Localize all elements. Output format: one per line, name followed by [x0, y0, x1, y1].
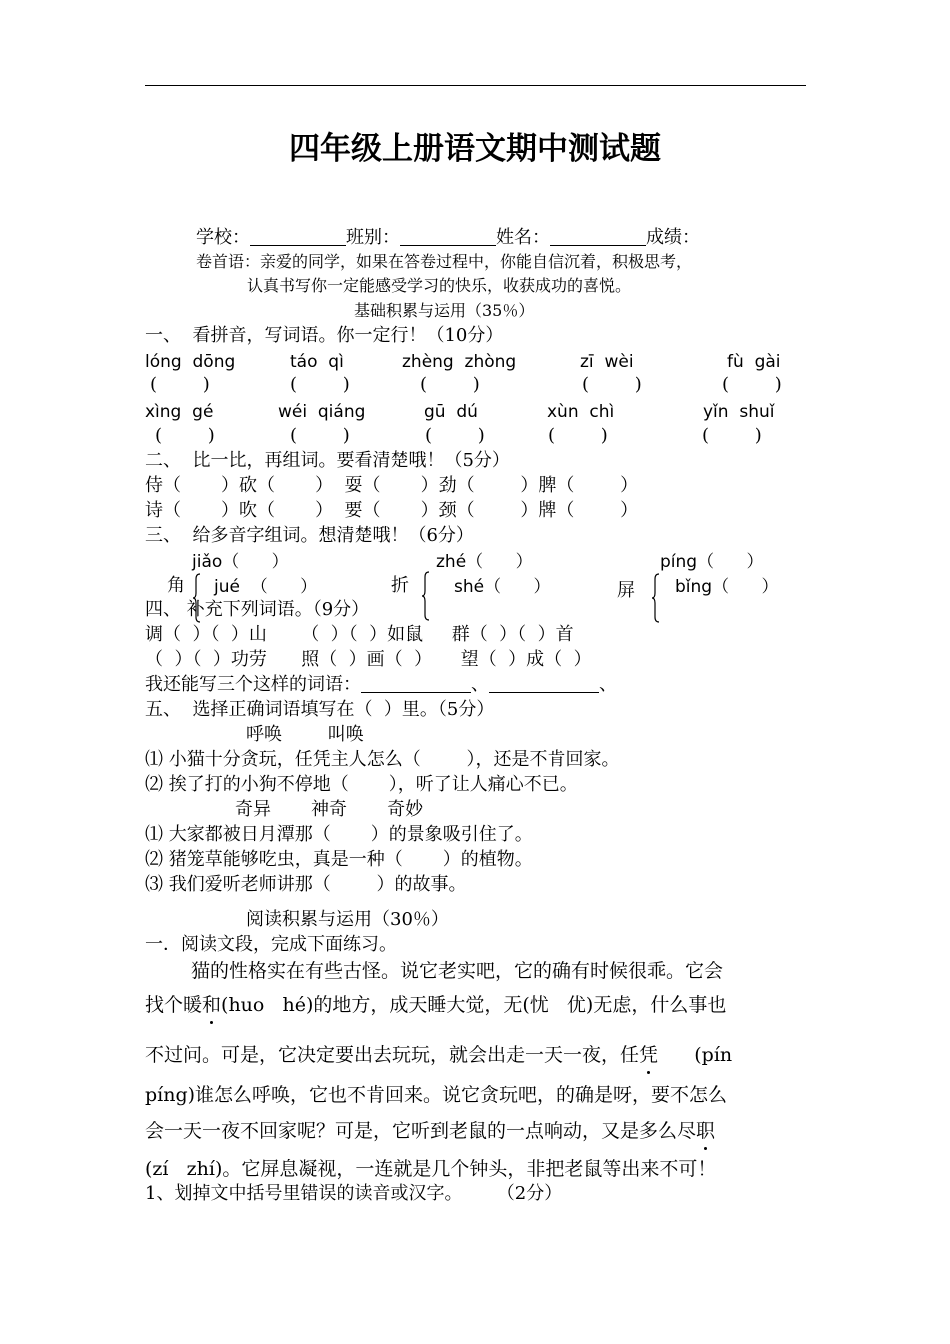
q1-answer-7[interactable]: ( ) [290, 425, 350, 446]
q5-g2-item-2[interactable]: ⑵ 猪笼草能够吃虫，真是一种（ ）的植物。 [145, 849, 533, 870]
q1-heading: 一、 看拼音，写词语。你一定行！（10分） [145, 325, 504, 346]
reading-line-5: 会一天一夜不回家呢？可是，它听到老鼠的一点响动，又是多么尽职 [145, 1120, 716, 1142]
q5-heading: 五、 选择正确词语填写在（ ）里。（5分） [145, 699, 495, 720]
preface-line1: 卷首语：亲爱的同学，如果在答卷过程中，你能自信沉着，积极思考， [196, 252, 693, 271]
preface-line2: 认真书写你一定能感受学习的快乐，收获成功的喜悦。 [247, 276, 632, 295]
q1-answer-5[interactable]: ( ) [722, 374, 782, 395]
q3-char-jiao: 角 [167, 575, 185, 596]
reading-heading: 一．阅读文段，完成下面练习。 [145, 934, 397, 955]
q1-pinyin-6: xìng gé [145, 402, 214, 422]
q1-pinyin-7: wéi qiáng [278, 402, 366, 422]
q4-heading: 四、 补充下列词语。（9分） [145, 599, 370, 620]
reading-q1: 1、划掉文中括号里错误的读音或汉字。 （2分） [145, 1183, 563, 1204]
q3-ping-reading[interactable]: píng（ ） [660, 552, 764, 572]
part1-title: 基础积累与运用（35％） [354, 301, 535, 320]
q3-jue-reading[interactable]: jué （ ） [214, 577, 318, 597]
q4-more-prefix: 我还能写三个这样的词语： [145, 674, 361, 695]
q3-heading: 三、 给多音字组词。想清楚哦！（6分） [145, 525, 474, 546]
q4-more-words [145, 673, 617, 697]
q1-answer-10[interactable]: ( ) [702, 425, 762, 446]
q2-line1[interactable]: 侍（ ）砍（ ） 耍（ ）劲（ ）脾（ ） [145, 475, 639, 496]
q3-bing-reading[interactable]: bǐng（ ） [675, 577, 779, 597]
q4-sep-2: 、 [599, 674, 617, 695]
reading-line-3: 不过问。可是，它决定要出去玩玩，就会出走一天一夜，任凭 (pín [145, 1044, 733, 1066]
q2-heading: 二、 比一比，再组词。要看清楚哦！（5分） [145, 450, 510, 471]
reading-line-4: píng)谁怎么呼唤，它也不肯回来。说它贪玩吧，的确是呀，要不怎么 [145, 1084, 728, 1106]
reading-line-6: (zí zhí)。它屏息凝视，一连就是几个钟头，非把老鼠等出来不可！ [145, 1158, 717, 1180]
class-blank[interactable] [400, 227, 496, 246]
q1-pinyin-5: fù gài [727, 352, 781, 372]
school-label: 学校： [196, 227, 250, 248]
name-label: 姓名： [496, 227, 550, 248]
school-blank[interactable] [250, 227, 346, 246]
q2-line2[interactable]: 诗（ ）吹（ ） 要（ ）颈（ ）牌（ ） [145, 500, 639, 521]
q1-pinyin-8: gū dú [424, 402, 478, 422]
q5-g2-item-1[interactable]: ⑴ 大家都被日月潭那（ ）的景象吸引住了。 [145, 824, 533, 845]
q5-g1-item-1[interactable]: ⑴ 小猫十分贪玩，任凭主人怎么（ ），还是不肯回家。 [145, 749, 620, 770]
name-blank[interactable] [550, 227, 646, 246]
q1-pinyin-9: xùn chì [547, 402, 615, 422]
q4-word-blank-2[interactable] [489, 674, 599, 693]
q4-line2[interactable]: （ ）（ ）功劳 照（ ）画（ ） 望（ ）成（ ） [145, 649, 592, 670]
reading-line-1: 猫的性格实在有些古怪。说它老实吧，它的确有时候很乖。它会 [191, 960, 724, 982]
part2-title: 阅读积累与运用（30％） [246, 909, 449, 930]
student-info-line [196, 226, 700, 250]
top-rule [145, 85, 806, 86]
q1-pinyin-4: zī wèi [580, 352, 634, 372]
q5-group2-words: 奇异 神奇 奇妙 [235, 799, 424, 820]
class-label: 班别： [346, 227, 400, 248]
q5-group1-words: 呼唤 叫唤 [246, 724, 364, 745]
q1-pinyin-1: lóng dōng [145, 352, 236, 372]
q4-word-blank-1[interactable] [361, 674, 471, 693]
q4-line1[interactable]: 调（ ）（ ）山 （ ）（ ）如鼠 群（ ）（ ）首 [145, 624, 574, 645]
q3-zhe-reading[interactable]: zhé（ ） [436, 552, 533, 572]
q3-she-reading[interactable]: shé（ ） [454, 577, 551, 597]
score-label: 成绩： [646, 227, 700, 248]
q3-char-zhe: 折 [391, 575, 409, 596]
dotted-char-ping: 凭 [639, 1044, 659, 1066]
q4-sep-1: 、 [471, 674, 489, 695]
q1-answer-4[interactable]: ( ) [582, 374, 642, 395]
q3-char-ping: 屏 [617, 580, 635, 601]
q1-answer-1[interactable]: ( ) [150, 374, 210, 395]
q1-answer-2[interactable]: ( ) [290, 374, 350, 395]
q1-pinyin-2: táo qì [290, 352, 344, 372]
q1-pinyin-3: zhèng zhòng [402, 352, 517, 372]
q1-answer-6[interactable]: ( ) [155, 425, 215, 446]
q5-g1-item-2[interactable]: ⑵ 挨了打的小狗不停地（ ），听了让人痛心不已。 [145, 774, 578, 795]
dotted-char-he: 和 [202, 994, 222, 1016]
q1-answer-8[interactable]: ( ) [425, 425, 485, 446]
q1-pinyin-10: yǐn shuǐ [703, 402, 775, 422]
q3-brace-2 [422, 571, 430, 621]
dotted-char-zhi: 职 [696, 1120, 716, 1142]
q5-g2-item-3[interactable]: ⑶ 我们爱听老师讲那（ ）的故事。 [145, 874, 467, 895]
q3-brace-3 [652, 573, 660, 623]
page-title: 四年级上册语文期中测试题 [289, 131, 661, 167]
q1-answer-9[interactable]: ( ) [548, 425, 608, 446]
q1-answer-3[interactable]: ( ) [420, 374, 480, 395]
reading-line-2: 找个暖和(huo hé)的地方，成天睡大觉，无(忧 优)无虑，什么事也 [145, 994, 727, 1016]
q3-jiao-reading[interactable]: jiǎo（ ） [192, 552, 289, 572]
